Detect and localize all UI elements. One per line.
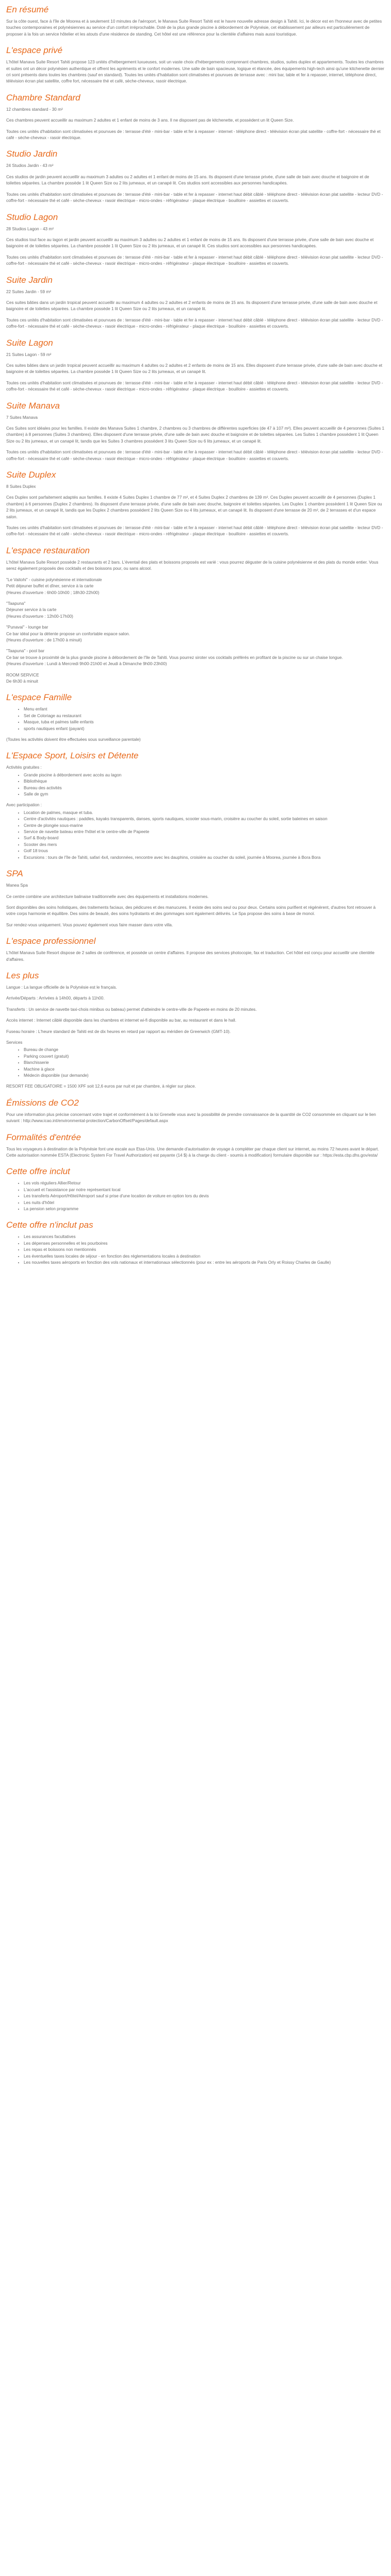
private-space-text: L'hôtel Manava Suite Resort Tahiti propose 123 unités d'hébergement luxueuses, soit un vaste choix d'hébergements comprenant chambres, studios, suites duplex et appartements. Toutes les chambres et suites ont un décor polynésien authentique et offrent les agréments et le confort modernes. Une salle de bain spacieuse, logique et élancée, des équipements high-tech ainsi qu'une kitchenette dernier cri sont présents dans toutes les chambres (sauf en standard). Toutes les unités d'habitation sont climatisées et pourvues de terrasse avec : mini bar, table et fer à repasser, internet, téléphone direct, télévision écran plat satellite, coffre fort, nécessaire thé et café, sèche-cheveux, rasoir électrique.: [6, 60, 384, 84]
list-item: • Centre d'activités nautiques : paddles, kayaks transparents, danses, sports nautiques, scooter sous-marin, croisière au coucher du soleil, sortie baleines en saison: [24, 816, 385, 822]
list-item: • Centre de plongée sous-marine: [24, 823, 385, 829]
excludes-list: [6, 1234, 385, 1266]
duplex-suite-capacity: Ces Duplex sont parfaitement adaptés aux familles. Il existe 4 Suites Duplex 1 chambre de 77 m², et 4 Suites Duplex 2 chambres de 139 m². Ces Duplex peuvent accueillir de 4 personnes (Duplex 1 chambre) à 6 personnes (Duplex 2 chambres). Ils disposent d'une terrasse privée, d'une salle de bain avec douche, baignoire et toilettes séparées. Les Duplex 1 chambre possèdent 1 lit Queen Size ou 2 lits jumeaux, et un canapé lit, tandis que les Duplex 2 chambres possèdent 2 lits Queen Size ou 4 lits jumeaux, et un canapé lit. Ils disposent d'une terrasse de 20 m², de 2 terrasses et d'un espace salon.: [6, 495, 382, 519]
extras-checkin: Arrivée/Départs : Arrivées à 14h00, départs à 11h00.: [6, 996, 105, 1001]
restaurant-taapuna: "Taapuna" Déjeuner service à la carte (Heures d'ouverture : 12h00-17h00): [6, 601, 73, 619]
list-item: • Les éventuelles taxes locales de séjour - en fonction des réglementations locales à destination: [24, 1253, 385, 1260]
manava-suite-capacity: Ces Suites sont idéales pour les familles. Il existe des Manava Suites 1 chambre, 2 chambres ou 3 chambres de différentes superficies (de 47 à 107 m²). Elles peuvent accueillir de 4 personnes (Suites 1 chambre) à 8 personnes (Suites 3 chambres). Elles disposent d'une terrasse privée, d'une salle de bain avec douche et baignoire et de toilettes séparées. Les Suites 1 chambre possèdent 1 lit Queen Size ou 2 lits jumeaux, et un canapé lit, tandis que les Suites 3 chambres possèdent 3 lits Queen Size ou 6 lits jumeaux, et un canapé lit.: [6, 426, 385, 444]
section-lagoon-suite: [6, 337, 385, 393]
section-manava-suite: [6, 400, 385, 462]
section-summary: [6, 4, 385, 38]
lagoon-studio-count: 28 Studios Lagon - 43 m²: [6, 226, 54, 231]
section-standard-room: [6, 92, 385, 142]
hotel-description-page: [0, 0, 391, 1281]
lagoon-suite-amenities: Toutes ces unités d'habitation sont climatisées et pourvues de : terrasse d'été - mini-bar - table et fer à repasser - internet haut débit câblé - téléphone direct - télévision écran plat satellite - lecteur DVD - coffre-fort - nécessaire thé et café - sèche-cheveux - rasoir électrique - micro-ondes - réfrigérateur - plaque électrique - bouilloire - assiettes et couverts.: [6, 380, 383, 392]
section-dining: [6, 545, 385, 685]
business-heading: L'espace professionnel: [6, 936, 96, 946]
restaurant-vaitohi: "Le Vaitohi" - cuisine polynésienne et internationale Petit déjeuner buffet et dîner, service à la carte (Heures d'ouverture : 6h00-10h00 ; 18h30-22h00): [6, 577, 102, 595]
summary-heading: En résumé: [6, 5, 49, 14]
section-family: [6, 692, 385, 743]
business-text: L'hôtel Manava Suite Resort dispose de 2 salles de conférence, et possède un centre d'affaires. Il propose des services photocopie, fax et traduction. Cet hôtel est conçu pour accueillir une clientèle d'affaires.: [6, 951, 374, 962]
section-extras: [6, 970, 385, 1090]
formalities-heading: Formalités d'entrée: [6, 1132, 81, 1142]
free-activities-list: [6, 772, 385, 798]
sport-heading: L'Espace Sport, Loisirs et Détente: [6, 751, 139, 761]
family-heading: L'espace Famille: [6, 692, 72, 703]
lagoon-studio-heading: Studio Lagon: [6, 212, 58, 222]
spa-heading: SPA: [6, 869, 23, 879]
list-item: • Scooter des mers: [24, 842, 385, 848]
list-item: • La pension selon programme: [24, 1206, 385, 1212]
paid-activities-list: [6, 810, 385, 861]
section-garden-studio: [6, 148, 385, 204]
section-lagoon-studio: [6, 212, 385, 267]
list-item: • Golf 18 trous: [24, 848, 385, 854]
garden-suite-capacity: Ces suites bâties dans un jardin tropical peuvent accueillir au maximum 4 adultes ou 2 adultes et 2 enfants de moins de 15 ans. Ils disposent d'une terrasse privée, d'une salle de bain avec douche et baignoire et de toilettes séparées. La chambre possède 1 lit Queen Size ou 2 lits jumeaux, et un canapé lit.: [6, 300, 378, 312]
spa-description: Ce centre combine une architecture balinaise traditionnelle avec des équipements et installations modernes.: [6, 894, 209, 899]
garden-studio-count: 24 Studios Jardin - 43 m²: [6, 163, 54, 168]
list-item: • sports nautiques enfant (payant): [24, 726, 385, 732]
lagoon-studio-capacity: Ces studios tout face au lagon et jardin peuvent accueillir au maximum 3 adultes ou 2 adultes et 1 enfant de moins de 15 ans. Ils disposent d'une terrasse privée, d'une salle de bain avec douche et baignoire et de toilettes séparées. La chambre possède 1 lit Queen Size ou 2 lits jumeaux, et un canapé lit. Ces studios sont accessibles aux personnes handicapées.: [6, 237, 374, 249]
section-co2: [6, 1097, 385, 1125]
standard-room-count: 12 chambres standard - 30 m²: [6, 107, 63, 112]
garden-suite-heading: Suite Jardin: [6, 275, 53, 285]
section-business: [6, 936, 385, 963]
garden-suite-count: 22 Suites Jardin - 59 m²: [6, 289, 51, 294]
list-item: • Location de palmes, masque et tuba.: [24, 810, 385, 816]
extras-transfers: Transferts : Un service de navette taxi-chois minibus ou bateau) permet d'atteindre le centre-ville de Papeete en moins de 20 minutes.: [6, 1007, 257, 1012]
co2-heading: Émissions de CO2: [6, 1097, 79, 1108]
standard-room-capacity: Ces chambres peuvent accueillir au maximum 2 adultes et 1 enfant de moins de 3 ans. Il ne disposent pas de kitchenette, et possèdent un lit Queen Size.: [6, 118, 294, 123]
includes-list: [6, 1180, 385, 1212]
spa-treatments: Sont disponibles des soins holistiques, des traitements faciaux, des pédicures et des manucures. Il existe des soins seul ou pour deux. Certains soins purifient et régénèrent, d'autres font retrouver à votre corps harmonie et équilibre. Des soins de beauté, des soins hydratants et des gommages sont également délivrés. Le Spa propose des soins à base de monoï.: [6, 905, 376, 917]
list-item: • Bureau de change: [24, 1047, 385, 1053]
extras-internet: Accès internet : Internet câblé disponible dans les chambres et internet wi-fi disponible au bar, au restaurant et dans le hall.: [6, 1018, 237, 1023]
duplex-suite-amenities: Toutes ces unités d'habitation sont climatisées et pourvues de : terrasse d'été - mini-bar - table et fer à repasser - internet haut débit câblé - téléphone direct - télévision écran plat satellite - lecteur DVD - coffre-fort - nécessaire thé et café - sèche-cheveux - rasoir électrique - micro-ondes - réfrigérateur - plaque électrique - bouilloire - assiettes et couverts.: [6, 526, 383, 537]
extras-timezone: Fuseau horaire : L'heure standard de Tahiti est de dix heures en retard par rapport au méridien de Greenwich (GMT-10).: [6, 1029, 231, 1034]
manava-suite-amenities: Toutes ces unités d'habitation sont climatisées et pourvues de : terrasse d'été - mini-bar - table et fer à repasser - internet haut débit câblé - téléphone direct - télévision écran plat satellite - lecteur DVD - coffre-fort - nécessaire thé et café - sèche-cheveux - rasoir électrique - micro-ondes - réfrigérateur - plaque électrique - bouilloire - assiettes et couverts.: [6, 450, 383, 461]
duplex-suite-count: 8 Suites Duplex: [6, 484, 36, 489]
list-item: • Grande piscine à débordement avec accès au lagon: [24, 772, 385, 778]
list-item: • Les vols réguliers Allier/Retour: [24, 1180, 385, 1187]
section-duplex-suite: [6, 469, 385, 538]
section-private-space: [6, 45, 385, 85]
bar-punavai: "Punavai" - lounge bar Ce bar idéal pour la détente propose un confortable espace salon. (Heures d'ouverture : de 17h00 à minuit): [6, 625, 130, 642]
dining-heading: L'espace restauration: [6, 545, 90, 555]
list-item: • L'accueil et l'assistance par notre représentant local: [24, 1187, 385, 1193]
manava-suite-count: 7 Suites Manava: [6, 415, 38, 420]
list-item: • Les dépenses personnelles et les pourboires: [24, 1241, 385, 1247]
list-item: • Service de navette bateau entre l'hôtel et le centre-ville de Papeete: [24, 829, 385, 835]
family-list: [6, 706, 385, 732]
list-item: • Surf & Body-board: [24, 835, 385, 841]
paid-activities-label: Avec participation :: [6, 803, 42, 808]
section-sport-leisure: [6, 750, 385, 861]
spa-name: Manea Spa: [6, 883, 28, 888]
lagoon-suite-heading: Suite Lagon: [6, 337, 53, 348]
list-item: • Médecin disponible (sur demande): [24, 1073, 385, 1079]
extras-heading: Les plus: [6, 970, 39, 980]
list-item: • Les repas et boissons non mentionnés: [24, 1247, 385, 1253]
formalities-text: Tous les voyageurs à destination de la Polynésie font une escale aux Etas-Unis. Une demande d'autorisation de voyage à compléter par chaque client sur internet, au moins 72 heures avant le départ. Cette autorisation nommée ESTA (Electronic System For Travel Authorization) est payante (14 $) à la charge du client - soumis à modification) formulaire disponible sur : https://esta.cbp.dhs.gov/esta/: [6, 1146, 379, 1158]
section-offer-includes: [6, 1166, 385, 1212]
garden-suite-amenities: Toutes ces unités d'habitation sont climatisées et pourvues de : terrasse d'été - mini-bar - table et fer à repasser - internet haut débit câblé - téléphone direct - télévision écran plat satellite - lecteur DVD - coffre-fort - nécessaire thé et café - sèche-cheveux - rasoir électrique - micro-ondes - réfrigérateur - plaque électrique - bouilloire - assiettes et couverts.: [6, 317, 383, 329]
services-list: [6, 1047, 385, 1079]
list-item: • Menu enfant: [24, 706, 385, 713]
excludes-heading: Cette offre n'inclut pas: [6, 1220, 93, 1230]
includes-heading: Cette offre inclut: [6, 1166, 70, 1177]
list-item: • Blanchisserie: [24, 1060, 385, 1066]
lagoon-suite-capacity: Ces suites bâties dans un jardin tropical peuvent accueillir au maximum 4 adultes ou 2 adultes et 2 enfants de moins de 15 ans. Elles disposent d'une terrasse privée, d'une salle de bain avec douche et baignoire et de toilettes séparées. La chambre possède 1 lit Queen Size ou 2 lits jumeaux, et un canapé lit.: [6, 363, 383, 375]
extras-language: Langue : La langue officielle de la Polynésie est le français.: [6, 985, 117, 990]
co2-text: Pour une information plus précise concernant votre trajet et conformément à la loi Grenelle vous avez la possibilité de prendre connaissance de la quantité de CO2 consommée en cliquant sur le lien suivant : http://www.icao.int/environmental-protection/CarbonOffset/Pages/default.aspx: [6, 1112, 376, 1124]
dining-intro: L'hôtel Manava Suite Resort possède 2 restaurants et 2 bars. L'éventail des plats et boissons proposés est varié : vous pourrez déguster de la cuisine polynésienne et des plats du monde entier. Vous serez également proposés des cocktails et des boissons pour, ou sans alcool.: [6, 560, 379, 571]
list-item: • Bureau des activités: [24, 785, 385, 791]
garden-studio-amenities: Toutes ces unités d'habitation sont climatisées et pourvues de : terrasse d'été - mini-bar - table et fer à repasser - internet haut débit câblé - téléphone direct - télévision écran plat satellite - lecteur DVD - coffre-fort - nécessaire thé et café - sèche-cheveux - rasoir électrique - micro-ondes - réfrigérateur - plaque électrique - bouilloire - assiettes et couverts.: [6, 192, 383, 204]
section-offer-excludes: [6, 1219, 385, 1266]
private-space-heading: L'espace privé: [6, 45, 63, 56]
list-item: • Salle de gym: [24, 791, 385, 798]
manava-suite-heading: Suite Manava: [6, 400, 60, 411]
spa-appointment: Sur rendez-vous uniquement. Vous pouvez également vous faire masser dans votre villa.: [6, 922, 173, 927]
list-item: • Machine à glace: [24, 1066, 385, 1073]
list-item: • Set de Coloriage au restaurant: [24, 713, 385, 719]
list-item: • Bibliothèque: [24, 778, 385, 785]
services-label: Services: [6, 1040, 23, 1045]
garden-studio-capacity: Ces studios de jardin peuvent accueillir au maximum 3 adultes ou 2 adultes et 1 enfant de moins de 15 ans. Ils disposent d'une terrasse privée, d'une salle de bain avec douche et baignoire et de toilettes séparées. La chambre possède 1 lit Queen Size ou 2 lits jumeaux, et un canapé lit. Ces studios sont accessibles aux personnes handicapées.: [6, 174, 369, 186]
section-entry-formalities: [6, 1132, 385, 1159]
list-item: • Parking couvert (gratuit): [24, 1054, 385, 1060]
list-item: • Excursions : tours de l'île de Tahiti, safari 4x4, randonnées, rencontre avec les dauphins, croisière au coucher du soleil, journée à Moorea, journée à Bora Bora: [24, 855, 385, 861]
section-spa: [6, 868, 385, 928]
lagoon-suite-count: 21 Suites Lagon - 59 m²: [6, 352, 52, 357]
family-note: (Toutes les activités doivent être effectuées sous surveillance parentale): [6, 737, 141, 742]
list-item: • Les transferts Aéroport/Hôtel/Aéroport sauf si prise d'une location de voiture en option lors du devis: [24, 1193, 385, 1199]
room-service: ROOM SERVICE De 6h30 à minuit: [6, 672, 39, 684]
summary-text: Sur la côte ouest, face à l'île de Moorea et à seulement 10 minutes de l'aéroport, le Manava Suite Resort Tahiti est le havre nouvelle adresse design à Tahiti. Ici, le décor est en l'honneur avec de petites touches contemporaines et polynésiennes au service d'un confort irréprochable. Doté de la plus grande piscine à débordement de Polynésie, cet établissement par ailleurs est particulièrement de proposer à la fois un service hôtelier et les atouts d'une résidence de standing. Cet hôtel est une référence pour la clientèle d'affaires mais aussi touristique.: [6, 19, 382, 37]
list-item: • Les nuits d'hôtel: [24, 1200, 385, 1206]
resort-fee: RESORT FEE OBLIGATOIRE = 1500 XPF soit 12,6 euros par nuit et par chambre, à régler sur place.: [6, 1084, 196, 1089]
section-garden-suite: [6, 275, 385, 330]
standard-room-heading: Chambre Standard: [6, 92, 80, 103]
standard-room-amenities: Toutes ces unités d'habitation sont climatisées et pourvues de : terrasse d'été - mini-bar - table et fer à repasser - internet - téléphone direct - télévision écran plat satellite - coffre-fort - nécessaire thé et café - sèche-cheveux - rasoir électrique.: [6, 129, 381, 141]
free-activities-label: Activités gratuites :: [6, 765, 42, 770]
lagoon-studio-amenities: Toutes ces unités d'habitation sont climatisées et pourvues de : terrasse d'été - mini-bar - table et fer à repasser - internet haut débit câblé - téléphone direct - télévision écran plat satellite - lecteur DVD - coffre-fort - nécessaire thé et café - sèche-cheveux - rasoir électrique - micro-ondes - réfrigérateur - plaque électrique - bouilloire - assiettes et couverts.: [6, 255, 383, 266]
list-item: • Les nouvelles taxes aéroports en fonction des vols nationaux et internationaux sélectionnés (pour ex : entre les aéroports de Paris Orly et Roissy Charles de Gaulle): [24, 1260, 385, 1266]
list-item: • Les assurances facultatives: [24, 1234, 385, 1240]
garden-studio-heading: Studio Jardin: [6, 149, 58, 159]
list-item: • Masque, tuba et palmes taille enfants: [24, 719, 385, 725]
duplex-suite-heading: Suite Duplex: [6, 470, 56, 480]
pool-bar: "Taapuna" - pool bar Ce bar se trouve à proximité de la plus grande piscine à débordement de l'île de Tahiti. Vous pourrez siroter vos cocktails préférés en profitant de la piscine ou sur un chaise longue. (Heures d'ouverture : Lundi à Mercredi 9h00-21h00 et Jeudi à Dimanche 9h00-23h00): [6, 649, 343, 667]
